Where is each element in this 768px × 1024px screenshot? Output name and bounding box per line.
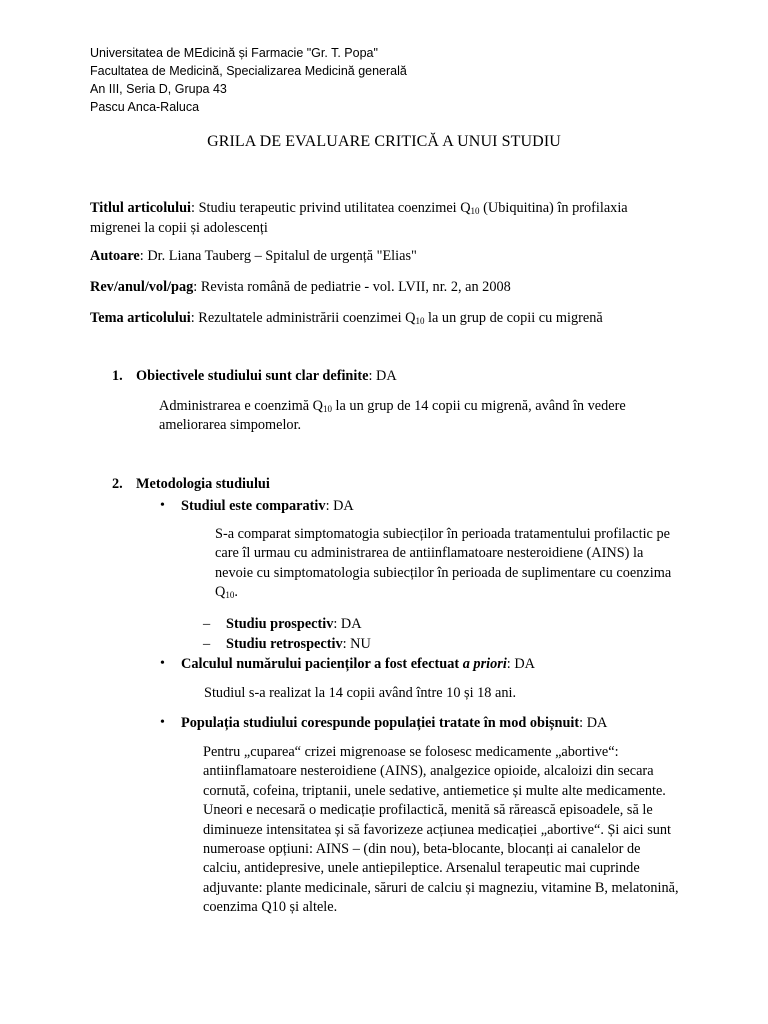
section-1-heading: [136, 366, 397, 386]
retrospective-label: Studiu retrospectiv: [226, 636, 343, 652]
theme-value-b: la un grup de copii cu migrenă: [424, 310, 603, 326]
theme-field: [90, 308, 680, 328]
document-title: GRILA DE EVALUARE CRITICĂ A UNUI STUDIU: [207, 133, 561, 150]
comparative-value: : DA: [325, 498, 354, 514]
section-1-text: [159, 397, 629, 436]
section-1-text-a: Administrarea e coenzimă Q: [159, 398, 323, 414]
theme-value-a: : Rezultatele administrării coenzimei Q: [190, 310, 416, 326]
article-title-field: [90, 198, 680, 238]
section-2-heading: [136, 474, 270, 494]
comparative-label: Studiul este comparativ: [181, 498, 326, 514]
article-title-label: Titlul articolului: [90, 200, 192, 216]
patients-text: Studiul s-a realizat la 14 copii având între 10 și 18 ani.: [204, 685, 517, 701]
rev-label: Rev/anul/vol/pag: [90, 279, 194, 295]
university-line: Universitatea de MEdicină și Farmacie "Gr. T. Popa": [90, 46, 378, 60]
prospective-value: : DA: [333, 616, 362, 632]
retrospective-heading: [226, 634, 371, 654]
student-name: Pascu Anca-Raluca: [90, 100, 200, 114]
faculty-line: Facultatea de Medicină, Specializarea Medicină generală: [90, 64, 407, 78]
article-title-subscript: 10: [470, 206, 480, 216]
prospective-label: Studiu prospectiv: [226, 616, 334, 632]
comparative-text-b: .: [234, 584, 238, 601]
population-label: Populația studiului corespunde populației tratate în mod obișnuit: [181, 715, 580, 731]
dash-retrospective: –: [203, 636, 211, 652]
section-1-subscript: 10: [322, 404, 332, 414]
patients-label: Calculul numărului pacienților a fost efectuat: [181, 656, 463, 672]
population-text: Pentru „cuparea“ crizei migrenoase se folosesc medicamente „abortive“: antiinflamatoare nesteroidiene (AINS), analgezice opioide, alcaloizi din secara cornută, cofeina, triptanii, unele sedative, antiemetice și multe alte medicamente. Uneori e necesară o medicație profilactică, menită să rărească episoadele, să le diminueze intensitatea și să favorizeze acțiunea medicației „abortive“. Și aici sunt numeroase opțiuni: AINS – (din nou), beta-blocante, blocanți ai canalelor de calciu, antidepresive, unele antiepileptice. Arsenalul terapeutic mai cuprinde adjuvante: plante medicinale, săruri de calciu și magneziu, vitamine B, melatonină, coenzima Q10 și altele.: [203, 744, 679, 916]
article-title-value-a: : Studiu terapeutic privind utilitatea coenzimei Q: [191, 200, 471, 216]
section-1-label: Obiectivele studiului sunt clar definite: [136, 368, 369, 384]
section-1-value: : DA: [368, 368, 397, 384]
population-heading: [181, 713, 607, 733]
comparative-text: [215, 525, 683, 603]
section-2-label: Metodologia studiului: [136, 476, 270, 492]
patients-heading: [181, 654, 535, 674]
population-value: : DA: [579, 715, 608, 731]
article-title-value-b: (Ubiquitina) în profilaxia migrenei la copii și adolescenți: [90, 200, 628, 236]
section-2-number: 2.: [112, 476, 123, 492]
section-1-text-b: la un grup de 14 copii cu migrenă, având în vedere ameliorarea simpomelor.: [159, 398, 626, 434]
theme-subscript: 10: [415, 316, 425, 326]
comparative-heading: [181, 496, 354, 516]
rev-field: [90, 277, 680, 297]
bullet-patients: •: [160, 656, 165, 671]
patients-label-italic: a priori: [462, 656, 507, 672]
prospective-heading: [226, 614, 362, 634]
bullet-population: •: [160, 715, 165, 730]
comparative-subscript: 10: [225, 590, 235, 601]
section-1-number: 1.: [112, 368, 123, 384]
theme-label: Tema articolului: [90, 310, 191, 326]
author-value: : Dr. Liana Tauberg – Spitalul de urgență "Elias": [139, 248, 417, 264]
bullet-comparative: •: [160, 498, 165, 513]
retrospective-value: : NU: [342, 636, 371, 652]
document-header: [90, 44, 407, 116]
dash-prospective: –: [203, 616, 211, 632]
author-label: Autoare: [90, 248, 140, 264]
year-group-line: An III, Seria D, Grupa 43: [90, 82, 227, 96]
comparative-text-a: S-a comparat simptomatogia subiecților în perioada tratamentului profilactic pe care îl urmau cu administrarea de antiinflamatoare nesteroidiene (AINS) la nevoie cu simptomatologia subiecților în perioada de suplimentare cu coenzima Q: [215, 526, 672, 601]
patients-value: : DA: [506, 656, 535, 672]
rev-value: : Revista română de pediatrie - vol. LVII, nr. 2, an 2008: [193, 279, 511, 295]
author-field: [90, 246, 680, 266]
